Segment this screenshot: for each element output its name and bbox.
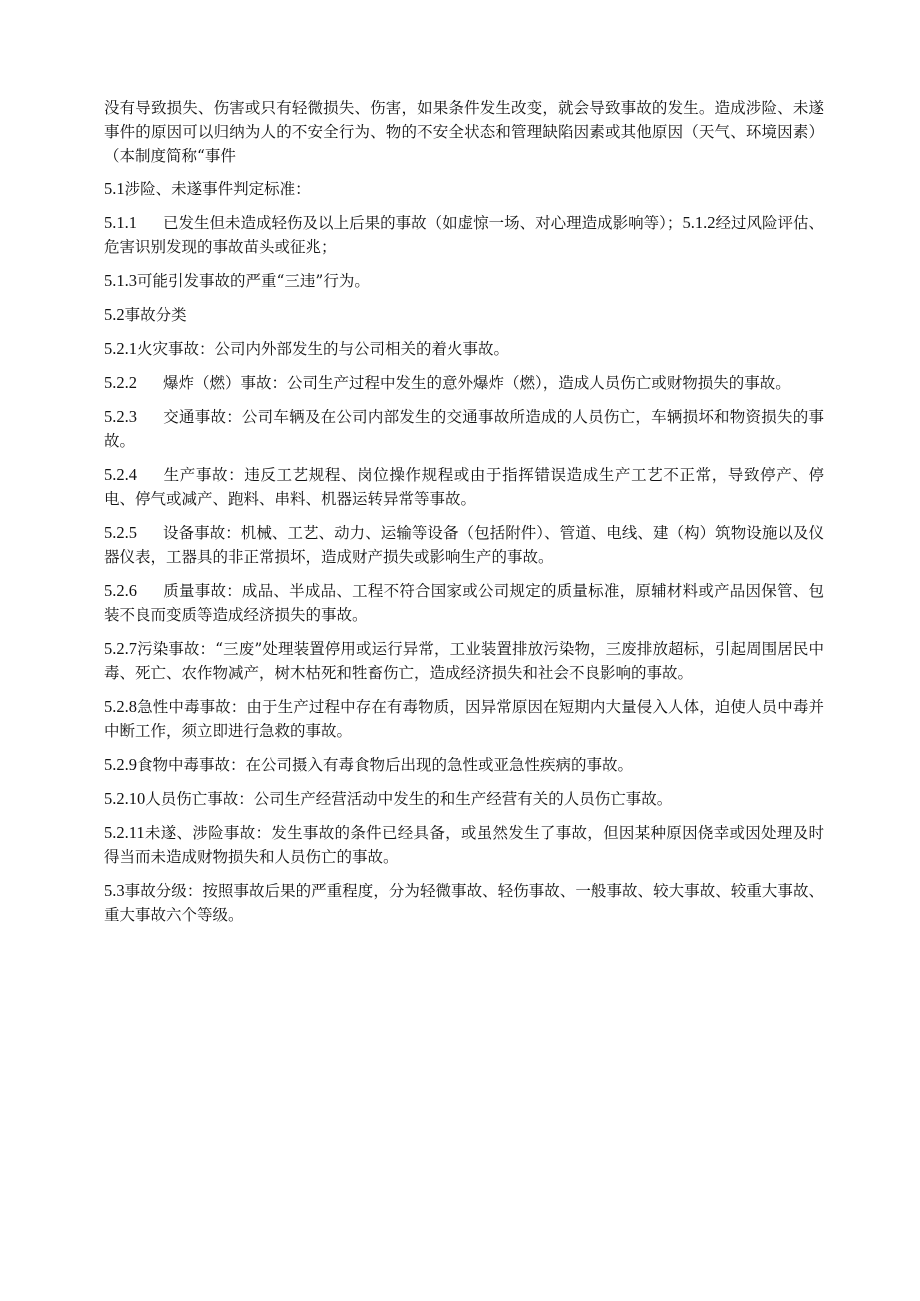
section-number: 5.2.10 [104, 789, 146, 808]
section-text: 人员伤亡事故：公司生产经营活动中发生的和生产经营有关的人员伤亡事故。 [145, 790, 673, 808]
section-number: 5.2.8 [104, 697, 137, 716]
section-text: 设备事故：机械、工艺、动力、运输等设备（包括附件）、管道、电线、建（构）筑物设施以及仪器仪表，工器具的非正常损坏，造成财产损失或影响生产的事故。 [104, 524, 824, 566]
section-number: 5.2.1 [104, 339, 137, 358]
section-5-2-9 [104, 753, 824, 777]
section-number-5-1-2: 5.1.2 [682, 213, 716, 232]
section-text: 已发生但未造成轻伤及以上后果的事故（如虚惊一场、对心理造成影响等）； [163, 214, 683, 232]
section-text: 可能引发事故的严重“三违”行为。 [137, 272, 370, 290]
section-5-2-10 [104, 787, 824, 811]
section-number: 5.3 [104, 881, 125, 900]
section-5-1-1 [104, 211, 824, 259]
intro-paragraph: 没有导致损失、伤害或只有轻微损失、伤害，如果条件发生改变，就会导致事故的发生。造成涉险、未遂事件的原因可以归纳为人的不安全行为、物的不安全状态和管理缺陷因素或其他原因（天气、环境因素）（本制度简称“事件 [104, 99, 824, 165]
section-text: 污染事故：“三废”处理装置停用或运行异常，工业装置排放污染物，三废排放超标，引起周围居民中毒、死亡、农作物减产，树木枯死和牲畜伤亡，造成经济损失和社会不良影响的事故。 [104, 640, 824, 682]
section-number: 5.2.2 [104, 373, 137, 392]
section-text: 事故分类 [124, 306, 187, 324]
section-number: 5.1.1 [104, 213, 137, 232]
section-5-2-3 [104, 405, 824, 453]
section-5-1 [104, 177, 824, 201]
section-5-2-5 [104, 521, 824, 569]
section-number: 5.2.9 [104, 755, 137, 774]
section-5-2-8 [104, 695, 824, 743]
section-text: 食物中毒事故：在公司摄入有毒食物后出现的急性或亚急性疾病的事故。 [137, 756, 634, 774]
section-5-2-11 [104, 821, 824, 869]
section-number: 5.2.4 [104, 465, 137, 484]
section-text: 未遂、涉险事故：发生事故的条件已经具备，或虽然发生了事故，但因某种原因侥幸或因处理及时得当而未造成财物损失和人员伤亡的事故。 [104, 824, 824, 866]
section-5-2-2 [104, 371, 824, 395]
section-5-2-4 [104, 463, 824, 511]
document-body [104, 96, 824, 937]
section-text-5-1-2: 经过风险评估、危害识别发现的事故苗头或征兆； [104, 214, 824, 256]
section-5-2-6 [104, 579, 824, 627]
section-5-3 [104, 879, 824, 927]
section-5-2 [104, 303, 824, 327]
section-number: 5.2.3 [104, 407, 137, 426]
section-number: 5.1 [104, 179, 125, 198]
section-5-2-7 [104, 637, 824, 685]
section-text: 质量事故：成品、半成品、工程不符合国家或公司规定的质量标准，原辅材料或产品因保管、包装不良而变质等造成经济损失的事故。 [104, 582, 824, 624]
section-number: 5.1.3 [104, 271, 137, 290]
section-5-1-3 [104, 269, 824, 293]
section-text: 生产事故：违反工艺规程、岗位操作规程或由于指挥错误造成生产工艺不正常，导致停产、停电、停气或减产、跑料、串料、机器运转异常等事故。 [104, 466, 824, 508]
section-number: 5.2.5 [104, 523, 137, 542]
section-number: 5.2 [104, 305, 125, 324]
section-text: 爆炸（燃）事故：公司生产过程中发生的意外爆炸（燃），造成人员伤亡或财物损失的事故。 [163, 374, 791, 392]
section-number: 5.2.6 [104, 581, 137, 600]
section-text: 事故分级：按照事故后果的严重程度，分为轻微事故、轻伤事故、一般事故、较大事故、较重大事故、重大事故六个等级。 [104, 882, 824, 924]
section-number: 5.2.7 [104, 639, 137, 658]
section-text: 急性中毒事故：由于生产过程中存在有毒物质，因异常原因在短期内大量侵入人体，迫使人员中毒并中断工作，须立即进行急救的事故。 [104, 698, 824, 740]
section-text: 火灾事故：公司内外部发生的与公司相关的着火事故。 [137, 340, 510, 358]
section-5-2-1 [104, 337, 824, 361]
section-text: 涉险、未遂事件判定标准： [124, 180, 311, 198]
section-number: 5.2.11 [104, 823, 145, 842]
section-text: 交通事故：公司车辆及在公司内部发生的交通事故所造成的人员伤亡，车辆损坏和物资损失的事故。 [104, 408, 824, 450]
